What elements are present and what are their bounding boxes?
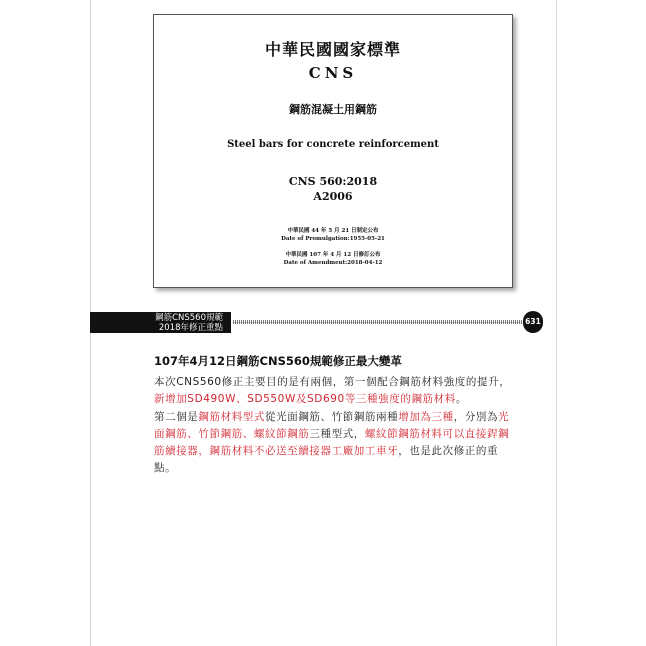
section-label-line1: 鋼筋CNS560規範 [155, 313, 223, 323]
cover-promulgation-cn: 中華民國 44 年 5 月 21 日制定公布 [287, 228, 379, 234]
cover-subject-en: Steel bars for concrete reinforcement [227, 139, 439, 150]
standard-cover-image [153, 14, 513, 288]
cover-subject-cn: 鋼筋混凝土用鋼筋 [289, 103, 377, 116]
cover-amendment-en: Date of Amendment:2018-04-12 [283, 260, 383, 266]
paragraph-2-highlight-a: 鋼筋材料型式 [198, 411, 266, 423]
section-label-line2: 2018年修正重點 [158, 323, 223, 333]
paragraph-2-text-e: ，也是此次修正的重點。 [154, 445, 499, 474]
paragraph-2-text-a: 第二個是 [154, 411, 199, 423]
paragraph-2-text-c: ，分別為 [453, 411, 499, 423]
paragraph-1-highlight: 新增加SD490W、SD550W及SD690等三種強度的鋼筋材料 [154, 393, 456, 405]
paragraph-2-text-d: 三種型式， [309, 428, 365, 440]
cover-code: CNS [308, 64, 358, 82]
paragraph-1-end: 。 [455, 393, 467, 405]
paragraph-2-text-b: 從光面鋼筋、竹節鋼筋兩種 [265, 411, 399, 423]
paragraph-1-text: 本次CNS560修正主要目的是有兩個，第一個配合鋼筋材料強度的提升， [154, 376, 511, 388]
paragraph-2-highlight-d: 螺紋節鋼筋材料可以直接銲鋼筋續接器，鋼筋材料不必送至續接器工廠加工車牙 [154, 428, 510, 457]
paragraph-1 [154, 374, 520, 408]
cover-promulgation-en: Date of Promulgation:1955-05-21 [281, 236, 385, 242]
section-heading: 107年4月12日鋼筋CNS560規範修正最大變革 [154, 354, 402, 368]
paragraph-2-highlight-c: 光面鋼筋、竹節鋼筋、螺紋節鋼筋 [154, 411, 510, 440]
cover-standard-number: CNS 560:2018 [288, 175, 378, 188]
cover-category-number: A2006 [313, 190, 353, 203]
section-dotted-rule [233, 320, 522, 324]
cover-title: 中華民國國家標準 [264, 40, 401, 59]
paragraph-2 [154, 409, 520, 477]
cover-amendment-cn: 中華民國 107 年 4 月 12 日修訂公布 [285, 252, 381, 258]
page-number-badge: 631 [523, 311, 543, 333]
section-label [90, 312, 231, 333]
paragraph-2-highlight-b: 增加為三種 [398, 411, 454, 423]
